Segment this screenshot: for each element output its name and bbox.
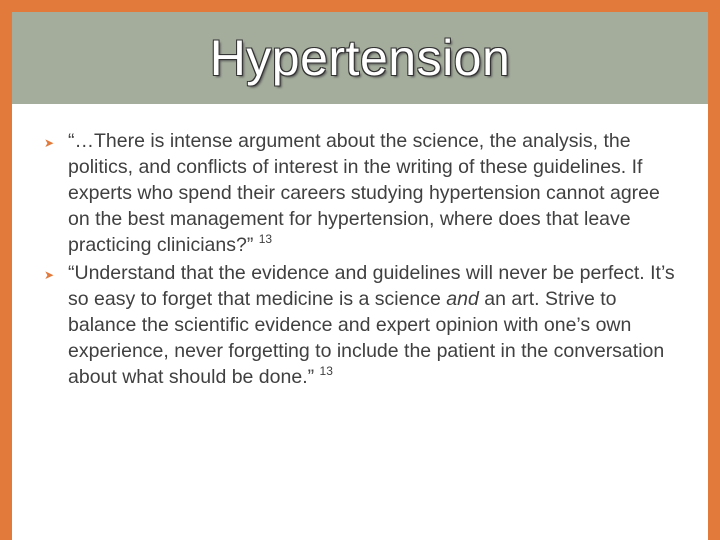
frame-top-border (0, 0, 720, 12)
bullet-item (44, 128, 684, 258)
reference-number: 13 (258, 232, 273, 246)
bullet-item (44, 260, 684, 390)
bullet-text-end: an art. Strive to balance the scientific evidence and expert opinion with one’s own experience, never forgetting to include the patient in the conversation about what should be done.” (68, 288, 665, 388)
slide-content (44, 128, 684, 392)
arrow-bullet-icon: ➤ (44, 136, 55, 150)
emphasis-text: and (446, 288, 479, 310)
slide-title: Hypertension (209, 30, 511, 86)
frame-left-border (0, 0, 12, 540)
frame-right-border (708, 0, 720, 540)
bullet-text: “…There is intense argument about the science, the analysis, the politics, and conflicts of interest in the writing of these guidelines. If experts who spend their careers studying hypertension cannot agree on the best management for hypertension, where does that leave practicing clinicians?” (68, 130, 660, 256)
reference-number: 13 (319, 364, 333, 378)
arrow-bullet-icon: ➤ (44, 268, 55, 282)
bullet-text-start: “Understand that the evidence and guidelines will never be perfect. It’s so easy to forget that medicine is a science (68, 262, 675, 310)
